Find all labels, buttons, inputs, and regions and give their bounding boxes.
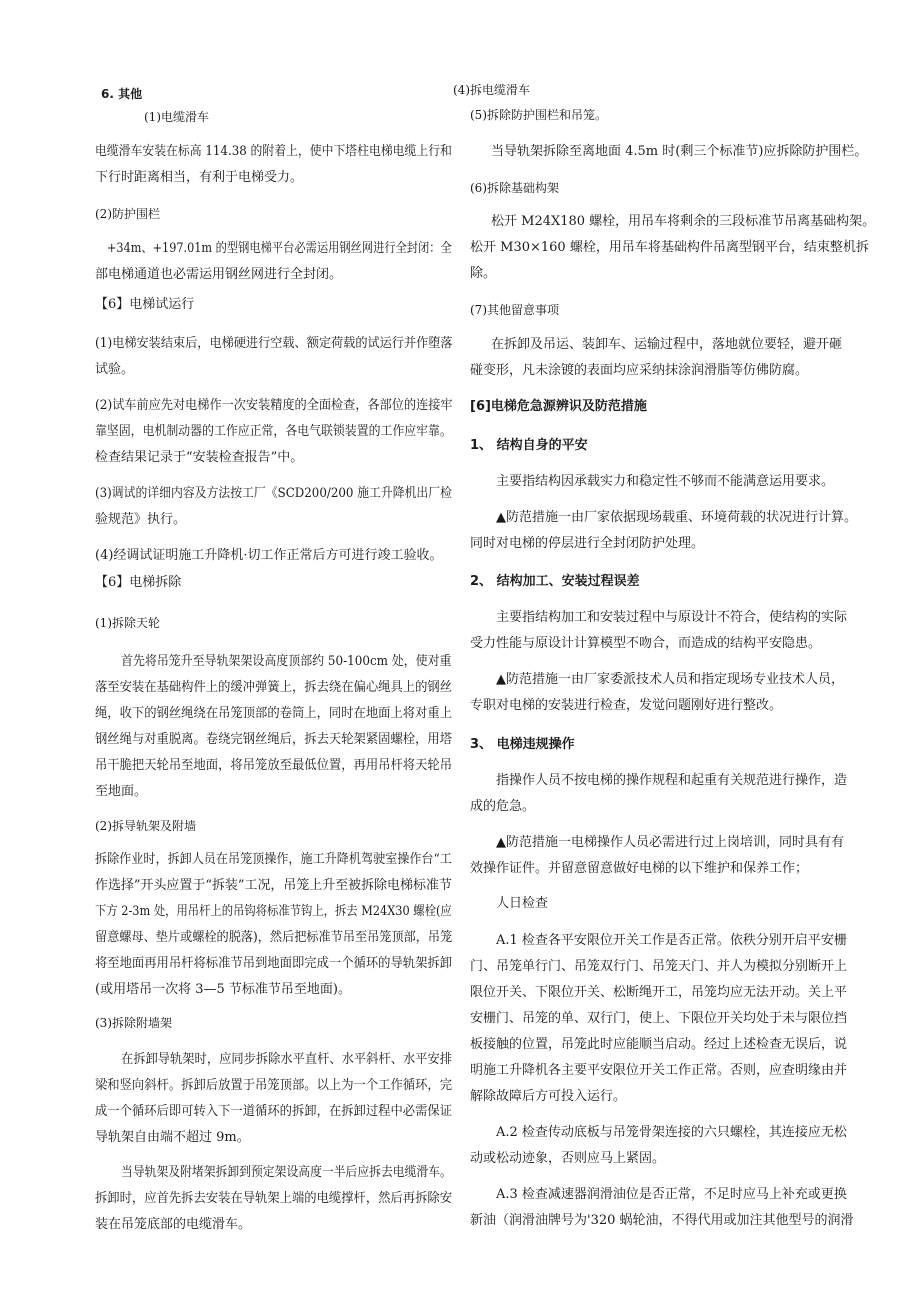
section-heading: 2、 结构加工、安装过程误差 (470, 574, 640, 589)
subheading: (4)拆电缆滑车 (453, 83, 530, 97)
paragraph-line: (或用塔吊一次将 3—5 节标准节吊至地面)。 (95, 982, 351, 997)
section-heading: 3、 电梯违规操作 (470, 737, 575, 752)
paragraph-line: 除。 (470, 266, 497, 281)
paragraph-line: 门、吊笼单行门、吊笼双行门、吊笼天门、并人为模拟分别断开上 (470, 959, 848, 974)
paragraph-line: 当导轨架拆除至离地面 4.5m 时(剩三个标准节)应拆除防护围栏。 (491, 144, 868, 159)
subheading: (5)拆除防护围栏和吊笼。 (470, 108, 607, 122)
subheading: (1)电缆滑车 (144, 110, 209, 124)
paragraph-line: 安栅门、吊笼的单、双行门，使上、下限位开关均处于未与限位挡 (470, 1011, 848, 1026)
paragraph-line: 松开 M30×160 螺栓，用吊车将基础构件吊离型钢平台，结束整机拆 (470, 240, 869, 255)
section-heading: [6]电梯危急源辨识及防范措施 (470, 399, 647, 414)
paragraph-line: 动或松动迹象，否则应马上紧固。 (470, 1151, 666, 1166)
paragraph-line: 钢丝绳与对重脱离。卷绕完钢丝绳后，拆去天轮架紧固螺栓，用塔 (95, 732, 453, 747)
paragraph-line: (3)调试的详细内容及方法按工厂《SCD200/200 施工升降机出厂检 (95, 486, 452, 501)
subheading: 人日检查 (496, 896, 549, 911)
subheading: (3)拆除附墙架 (95, 1016, 172, 1030)
paragraph-line: 效操作证件。并留意留意做好电梯的以下维护和保养工作； (470, 861, 809, 876)
paragraph-line: 松开 M24X180 螺栓，用吊车将剩余的三段标准节吊离基础构架。 (491, 214, 876, 229)
paragraph-line: 当导轨架及附堵架拆卸到预定架设高度一半后应拆去电缆滑车。 (121, 1165, 452, 1180)
paragraph-line: ▲防范措施一由厂家依据现场载重、环境荷载的状况进行计算。 (496, 510, 857, 525)
subheading: (2)拆导轨架及附墙 (95, 819, 196, 833)
paragraph-line: ▲防范措施一由厂家委派技术人员和指定现场专业技术人员， (496, 672, 844, 687)
paragraph-line: 限位开关、下限位开关、松断绳开工，吊笼均应无法开动。关上平 (470, 985, 848, 1000)
paragraph-line: 电缆滑车安装在标高 114.38 的附着上，使中下塔柱电梯电缆上行和 (95, 144, 452, 159)
paragraph-line: 主要指结构因承载实力和稳定性不够而不能满意运用要求。 (496, 474, 835, 489)
paragraph-line: 下方 2-3m 处，用吊杆上的吊钩将标准节钩上，拆去 M24X30 螺栓(应 (95, 904, 452, 919)
paragraph-line: 留意螺母、垫片或螺栓的脱落)，然后把标准节吊至吊笼顶部，吊笼 (95, 930, 453, 945)
paragraph-line: A.3 检查减速器润滑油位是否正常，不足时应马上补充或更换 (496, 1187, 847, 1202)
subheading: (7)其他留意事项 (470, 303, 559, 317)
section-heading: 1、 结构自身的平安 (470, 438, 588, 453)
paragraph-line: (1)电梯安装结束后，电梯硬进行空载、额定荷载的试运行并作堕落 (95, 336, 453, 351)
paragraph-line: 专职对电梯的安装进行检查，发觉问题刚好进行整改。 (470, 698, 783, 713)
section-heading: 6. 其他 (101, 87, 143, 101)
paragraph-line: 绳，收下的钢丝绳绕在吊笼顶部的卷筒上，同时在地面上将对重上 (95, 706, 453, 721)
paragraph-line: 主要指结构加工和安装过程中与原设计不符合，使结构的实际 (496, 610, 848, 625)
paragraph-line: 成一个循环后即可转入下一道循环的拆卸，在拆卸过程中必需保证 (95, 1104, 453, 1119)
subheading: (6)拆除基础构架 (470, 181, 559, 195)
subheading: (1)拆除天轮 (95, 616, 160, 630)
paragraph-line: 拆除作业时，拆卸人员在吊笼顶操作，施工升降机驾驶室操作台“工 (95, 852, 452, 867)
paragraph-line: 试验。 (95, 362, 135, 377)
section-heading: 【6】电梯试运行 (95, 297, 195, 312)
paragraph-line: 将至地面再用吊杆将标准节吊到地面即完成一个循环的导轨架拆卸 (95, 956, 453, 971)
paragraph-line: 下行时距离相当，有利于电梯受力。 (95, 170, 304, 185)
paragraph-line: 成的危急。 (470, 799, 536, 814)
paragraph-line: 在拆卸导轨架时，应同步拆除水平直杆、水平斜杆、水平安排 (121, 1052, 453, 1067)
paragraph-line: 验规范》执行。 (95, 512, 187, 527)
paragraph-line: 指操作人员不按电梯的操作规程和起重有关规范进行操作，造 (496, 773, 848, 788)
paragraph-line: +34m、+197.01m 的型钢电梯平台必需运用钢丝网进行全封闭：全 (107, 241, 452, 256)
paragraph-line: 梁和竖向斜杆。拆卸后放置于吊笼顶部。以上为一个工作循环，完 (95, 1078, 453, 1093)
paragraph-line: 解除故障后方可投入运行。 (470, 1089, 627, 1104)
paragraph-line: 碰变形，凡未涂镀的表面均应采纳抹涂润滑脂等仿佛防腐。 (470, 363, 809, 378)
paragraph-line: 作选择”开头应置于“拆装”工况，吊笼上升至被拆除电梯标准节 (95, 878, 452, 893)
paragraph-line: 至地面。 (95, 784, 148, 799)
paragraph-line: (4)经调试证明施工升降机·切工作正常后方可进行竣工验收。 (95, 548, 443, 563)
paragraph-line: 导轨架自由端不超过 9m。 (95, 1130, 250, 1145)
paragraph-line: 落至安装在基础构件上的缓冲弹簧上，拆去绕在偏心绳具上的钢丝 (95, 680, 453, 695)
paragraph-line: 部电梯通道也必需运用钢丝网进行全封闭。 (95, 267, 343, 282)
paragraph-line: 板接触的位置，吊笼此时应能顺当启动。经过上述检查无误后，说 (470, 1037, 848, 1052)
section-heading: 【6】电梯拆除 (95, 575, 182, 590)
paragraph-line: A.1 检查各平安限位开关工作是否正常。依秩分别开启平安栅 (496, 933, 847, 948)
paragraph-line: 拆卸时，应首先拆去安装在导轨架上端的电缆撑杆，然后再拆除安 (95, 1191, 453, 1206)
paragraph-line: 同时对电梯的停层进行全封闭防护处理。 (470, 536, 705, 551)
paragraph-line: 检查结果记录于“安装检查报告”中。 (95, 450, 304, 465)
paragraph-line: 首先将吊笼升至导轨架架设高度顶部约 50-100cm 处，使对重 (121, 654, 452, 669)
subheading: (2)防护围栏 (95, 207, 160, 221)
paragraph-line: 靠坚固，电机制动器的工作应正常，各电气联锁装置的工作应牢靠。 (95, 424, 452, 439)
paragraph-line: 明施工升降机各主要平安限位开关工作正常。否则，应查明缘由并 (470, 1063, 848, 1078)
paragraph-line: 装在吊笼底部的电缆滑车。 (95, 1217, 252, 1232)
paragraph-line: 吊干脆把天轮吊至地面，将吊笼放至最低位置，再用吊杆将天轮吊 (95, 758, 453, 773)
paragraph-line: 在拆卸及吊运、装卸车、运输过程中，落地就位要轻，避开砸 (491, 337, 843, 352)
paragraph-line: 新油（润滑油牌号为'320 蜗轮油，不得代用或加注其他型号的润滑 (470, 1213, 854, 1228)
paragraph-line: (2)试车前应先对电梯作一次安装精度的全面检查，各部位的连接牢 (95, 398, 453, 413)
paragraph-line: 受力性能与原设计计算模型不吻合，而造成的结构平安隐患。 (470, 636, 822, 651)
paragraph-line: ▲防范措施一电梯操作人员必需进行过上岗培训，同时具有有 (496, 835, 844, 850)
paragraph-line: A.2 检查传动底板与吊笼骨架连接的六只螺栓，其连接应无松 (496, 1125, 847, 1140)
